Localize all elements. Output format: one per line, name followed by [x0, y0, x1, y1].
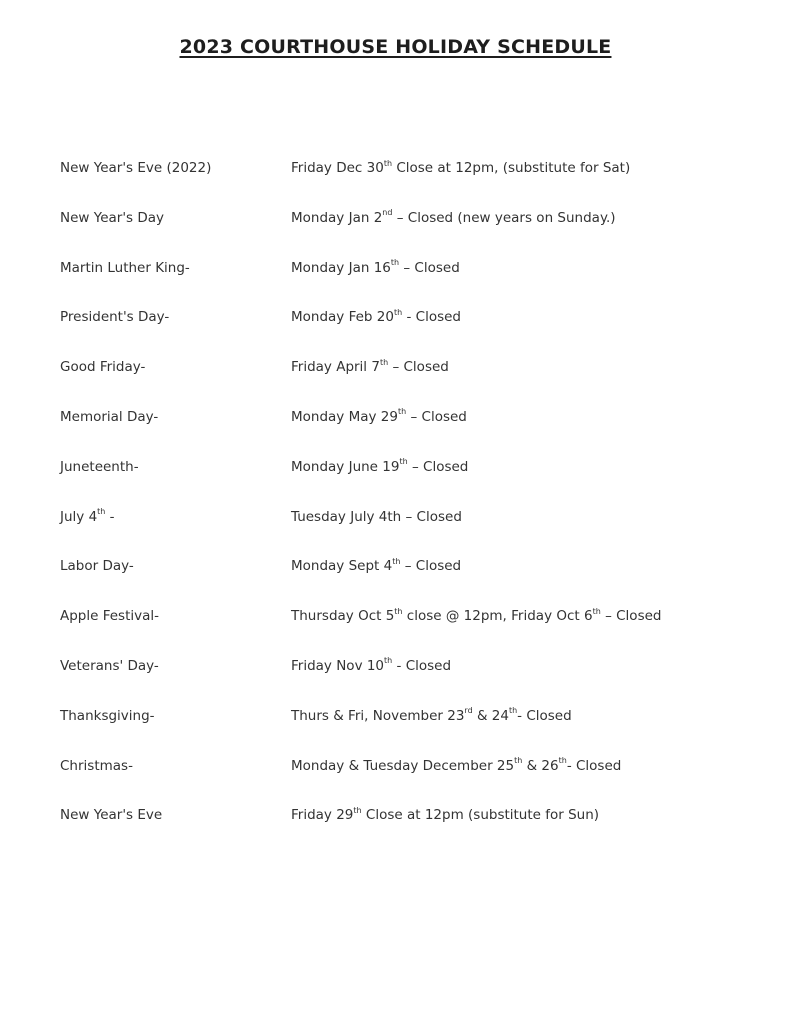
schedule-row — [0, 306, 791, 356]
holiday-detail-superscript: th — [384, 656, 393, 666]
schedule-row — [0, 555, 791, 605]
holiday-name: Memorial Day- — [60, 408, 159, 425]
holiday-detail: Monday Sept 4th – Closed — [291, 556, 462, 575]
holiday-name: Christmas- — [60, 757, 133, 774]
page-title-text: 2023 COURTHOUSE HOLIDAY SCHEDULE — [179, 36, 612, 58]
schedule-row — [0, 207, 791, 257]
schedule-row — [0, 506, 791, 556]
schedule-row — [0, 406, 791, 456]
holiday-detail: Monday & Tuesday December 25th & 26th- Closed — [291, 756, 622, 774]
holiday-detail: Thurs & Fri, November 23rd & 24th- Closed — [291, 706, 572, 724]
holiday-schedule-list — [0, 157, 791, 854]
holiday-detail: Friday 29th Close at 12pm (substitute for Sun) — [291, 805, 600, 824]
schedule-row — [0, 257, 791, 307]
holiday-detail-superscript: th — [397, 407, 407, 417]
schedule-row — [0, 456, 791, 506]
holiday-detail: Monday June 19th – Closed — [291, 457, 469, 475]
holiday-detail-superscript: th — [394, 606, 403, 616]
holiday-name: July 4th - — [60, 507, 115, 525]
holiday-detail: Friday Nov 10th - Closed — [291, 656, 452, 674]
holiday-detail-superscript: rd — [464, 706, 473, 716]
holiday-name-superscript: th — [97, 507, 106, 517]
holiday-detail: Thursday Oct 5th close @ 12pm, Friday Oct 6th – Closed — [291, 606, 662, 625]
holiday-detail-superscript: th — [379, 357, 389, 367]
holiday-name: Apple Festival- — [60, 608, 160, 625]
holiday-detail-superscript: th — [383, 158, 393, 168]
holiday-detail-superscript: th — [508, 706, 518, 716]
holiday-detail-superscript: th — [592, 606, 601, 616]
schedule-row — [0, 157, 791, 207]
holiday-detail-superscript: th — [392, 556, 401, 566]
holiday-detail: Friday April 7th – Closed — [291, 357, 449, 376]
holiday-detail: Friday Dec 30th Close at 12pm, (substitute for Sat) — [291, 158, 631, 176]
holiday-name: Veterans' Day- — [60, 657, 159, 674]
holiday-detail: Monday Jan 2nd – Closed (new years on Sunday.) — [291, 208, 616, 226]
schedule-row — [0, 655, 791, 705]
schedule-row — [0, 705, 791, 755]
holiday-name: Juneteenth- — [60, 458, 139, 475]
holiday-name: Thanksgiving- — [60, 707, 155, 724]
schedule-row — [0, 356, 791, 406]
holiday-name: Martin Luther King- — [60, 259, 190, 276]
holiday-detail-superscript: th — [399, 457, 408, 467]
holiday-detail: Monday May 29th – Closed — [291, 407, 467, 425]
holiday-detail: Tuesday July 4th – Closed — [291, 508, 462, 525]
holiday-detail-superscript: th — [514, 756, 523, 766]
holiday-name: New Year's Day — [60, 209, 165, 226]
holiday-detail: Monday Feb 20th - Closed — [291, 307, 461, 326]
schedule-row — [0, 605, 791, 655]
holiday-name: Good Friday- — [60, 359, 146, 376]
holiday-detail-superscript: th — [353, 805, 362, 815]
holiday-name: New Year's Eve — [60, 807, 163, 824]
holiday-name: Labor Day- — [60, 558, 134, 575]
holiday-detail-superscript: th — [393, 307, 403, 317]
holiday-name: New Year's Eve (2022) — [60, 160, 212, 176]
holiday-name: President's Day- — [60, 309, 170, 326]
schedule-row — [0, 755, 791, 805]
holiday-detail-superscript: th — [390, 258, 400, 268]
schedule-row — [0, 804, 791, 854]
holiday-detail: Monday Jan 16th – Closed — [291, 258, 460, 276]
holiday-detail-superscript: th — [558, 756, 567, 766]
page-title — [0, 36, 791, 58]
holiday-detail-superscript: nd — [382, 208, 393, 218]
